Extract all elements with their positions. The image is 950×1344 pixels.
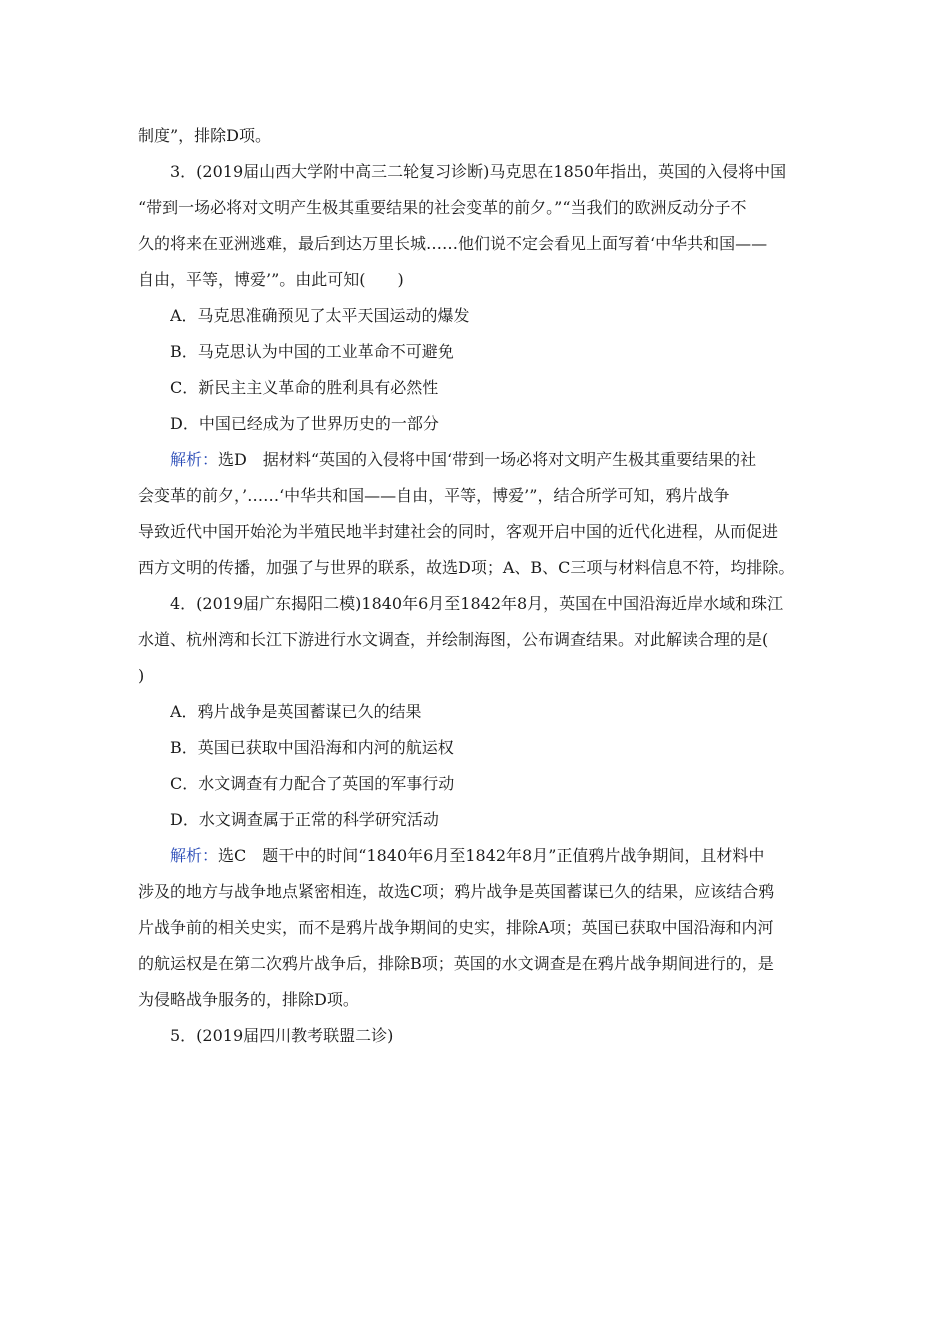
text-line: ) (138, 666, 145, 685)
analysis-label: 解析： (170, 846, 219, 865)
text-line: 的航运权是在第二次鸦片战争后，排除B项；英国的水文调查是在鸦片战争期间进行的，是 (138, 954, 774, 973)
text-line: 片战争前的相关史实，而不是鸦片战争期间的史实，排除A项；英国已获取中国沿海和内河 (138, 918, 774, 937)
text-line: 导致近代中国开始沦为半殖民地半封建社会的同时，客观开启中国的近代化进程，从而促进 (138, 522, 779, 541)
text-line: 制度”，排除D项。 (138, 126, 272, 145)
text-line: 西方文明的传播，加强了与世界的联系，故选D项；A、B、C三项与材料信息不符，均排除。 (138, 558, 795, 577)
text-line: 久的将来在亚洲逃难，最后到达万里长城……他们说不定会看见上面写着‘中华共和国—— (138, 234, 768, 253)
text-line: “带到一场必将对文明产生极其重要结果的社会变革的前夕。”“当我们的欧洲反动分子不 (138, 198, 747, 217)
analysis-label: 解析： (170, 450, 219, 469)
text-line: 水道、杭州湾和长江下游进行水文调查，并绘制海图，公布调查结果。对此解读合理的是( (138, 630, 769, 649)
text-line: 涉及的地方与战争地点紧密相连，故选C项；鸦片战争是英国蓄谋已久的结果，应该结合鸦 (138, 882, 775, 901)
text-line: 为侵略战争服务的，排除D项。 (138, 990, 359, 1009)
question-5-stem: 5．(2019届四川教考联盟二诊) (170, 1026, 394, 1045)
question-4-stem: 4．(2019届广东揭阳二模)1840年6月至1842年8月，英国在中国沿海近岸水域和珠江 (170, 594, 784, 613)
option-c: C．水文调查有力配合了英国的军事行动 (170, 774, 455, 793)
option-c: C．新民主主义革命的胜利具有必然性 (170, 378, 439, 397)
text-line: 会变革的前夕，’……‘中华共和国——自由，平等，博爱’”，结合所学可知，鸦片战争 (138, 486, 730, 505)
analysis-text: 选C 题干中的时间“1840年6月至1842年8月”正值鸦片战争期间，且材料中 (218, 846, 765, 865)
option-b: B．英国已获取中国沿海和内河的航运权 (170, 738, 454, 757)
option-a: A．马克思准确预见了太平天国运动的爆发 (170, 306, 470, 325)
text-line: 自由，平等，博爱’”。由此可知( ) (138, 270, 404, 289)
question-3-stem: 3．(2019届山西大学附中高三二轮复习诊断)马克思在1850年指出，英国的入侵将中国 (170, 162, 787, 181)
analysis-4 (170, 838, 818, 874)
option-d: D．中国已经成为了世界历史的一部分 (170, 414, 439, 433)
analysis-text: 选D 据材料“英国的入侵将中国‘带到一场必将对文明产生极其重要结果的社 (218, 450, 757, 469)
option-d: D．水文调查属于正常的科学研究活动 (170, 810, 439, 829)
option-a: A．鸦片战争是英国蓄谋已久的结果 (170, 702, 422, 721)
option-b: B．马克思认为中国的工业革命不可避免 (170, 342, 454, 361)
analysis-3 (170, 442, 818, 478)
